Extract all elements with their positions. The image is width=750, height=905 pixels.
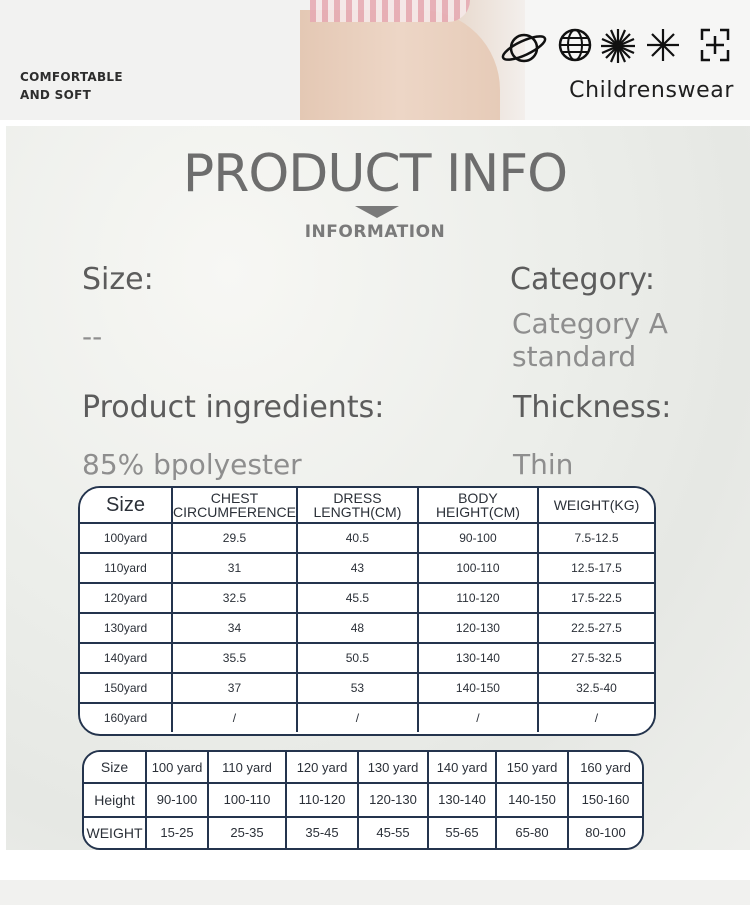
height-weight-table bbox=[82, 750, 644, 850]
size-chart-header: DRESS LENGTH(CM) bbox=[297, 488, 418, 523]
size-chart-row bbox=[80, 643, 654, 673]
height-weight-cell: 160 yard bbox=[568, 752, 642, 783]
size-chart-cell: 40.5 bbox=[297, 523, 418, 553]
size-chart-cell: 110-120 bbox=[418, 583, 538, 613]
size-chart-cell: 120-130 bbox=[418, 613, 538, 643]
size-chart-size-cell: 140yard bbox=[80, 643, 172, 673]
size-chart-header-row bbox=[80, 488, 654, 523]
height-weight-cell: 100 yard bbox=[146, 752, 208, 783]
sparkle-icon bbox=[646, 28, 680, 62]
plaid-skirt-image bbox=[310, 0, 470, 22]
size-chart-cell: 37 bbox=[172, 673, 297, 703]
size-value: -- bbox=[82, 320, 103, 353]
height-weight-cell: 110-120 bbox=[286, 783, 358, 816]
size-chart-cell: 50.5 bbox=[297, 643, 418, 673]
top-banner bbox=[0, 0, 750, 120]
height-weight-cell: 65-80 bbox=[496, 817, 568, 848]
height-weight-cell: 80-100 bbox=[568, 817, 642, 848]
globe-icon bbox=[558, 28, 592, 62]
size-chart-cell: / bbox=[172, 703, 297, 732]
size-chart-cell: 27.5-32.5 bbox=[538, 643, 654, 673]
size-chart-header: Size bbox=[80, 488, 172, 523]
size-chart-cell: 100-110 bbox=[418, 553, 538, 583]
size-chart-cell: 43 bbox=[297, 553, 418, 583]
category-value-line-1: Category A bbox=[512, 307, 668, 340]
height-weight-cell: 55-65 bbox=[428, 817, 496, 848]
size-chart-row bbox=[80, 583, 654, 613]
size-chart-size-cell: 120yard bbox=[80, 583, 172, 613]
size-chart-cell: 35.5 bbox=[172, 643, 297, 673]
height-weight-cell: 120 yard bbox=[286, 752, 358, 783]
size-chart-size-cell: 110yard bbox=[80, 553, 172, 583]
height-weight-row-header: Height bbox=[84, 783, 146, 816]
height-weight-cell: 110 yard bbox=[208, 752, 286, 783]
size-chart-cell: 45.5 bbox=[297, 583, 418, 613]
size-chart-cell: 17.5-22.5 bbox=[538, 583, 654, 613]
size-chart-header: BODY HEIGHT(CM) bbox=[418, 488, 538, 523]
size-chart-cell: 31 bbox=[172, 553, 297, 583]
starburst-icon bbox=[600, 28, 636, 64]
size-chart-size-cell: 150yard bbox=[80, 673, 172, 703]
height-weight-cell: 140-150 bbox=[496, 783, 568, 816]
size-chart-header: CHEST CIRCUMFERENCE bbox=[172, 488, 297, 523]
height-weight-row-header: Size bbox=[84, 752, 146, 783]
size-chart-cell: / bbox=[297, 703, 418, 732]
size-chart-cell: 34 bbox=[172, 613, 297, 643]
height-weight-cell: 150 yard bbox=[496, 752, 568, 783]
height-weight-grid bbox=[84, 752, 642, 848]
size-chart-cell: 32.5-40 bbox=[538, 673, 654, 703]
size-chart-cell: 140-150 bbox=[418, 673, 538, 703]
feature-icons bbox=[500, 28, 740, 68]
size-chart-table bbox=[78, 486, 656, 736]
height-weight-cell: 100-110 bbox=[208, 783, 286, 816]
down-triangle-icon bbox=[355, 206, 399, 218]
size-chart-cell: 32.5 bbox=[172, 583, 297, 613]
height-weight-row bbox=[84, 817, 642, 848]
size-chart-row bbox=[80, 673, 654, 703]
tagline-line-2: AND SOFT bbox=[20, 88, 92, 102]
thickness-label: Thickness: bbox=[513, 390, 672, 425]
size-chart-cell: / bbox=[418, 703, 538, 732]
size-chart-cell: 130-140 bbox=[418, 643, 538, 673]
tagline-line-1: COMFORTABLE bbox=[20, 70, 123, 84]
thickness-value: Thin bbox=[513, 448, 574, 481]
height-weight-cell: 15-25 bbox=[146, 817, 208, 848]
size-chart-cell: / bbox=[538, 703, 654, 732]
height-weight-cell: 150-160 bbox=[568, 783, 642, 816]
size-chart-row bbox=[80, 703, 654, 732]
ingredients-label: Product ingredients: bbox=[82, 390, 385, 425]
height-weight-cell: 45-55 bbox=[358, 817, 428, 848]
size-chart-cell: 22.5-27.5 bbox=[538, 613, 654, 643]
height-weight-cell: 140 yard bbox=[428, 752, 496, 783]
height-weight-row-header: WEIGHT bbox=[84, 817, 146, 848]
category-value-line-2: standard bbox=[512, 340, 637, 373]
tagline bbox=[20, 68, 123, 104]
size-chart-cell: 48 bbox=[297, 613, 418, 643]
height-weight-row bbox=[84, 783, 642, 816]
page-subtitle: INFORMATION bbox=[304, 222, 446, 242]
planet-icon bbox=[500, 28, 548, 68]
size-chart-row bbox=[80, 613, 654, 643]
size-chart-cell: 29.5 bbox=[172, 523, 297, 553]
height-weight-cell: 120-130 bbox=[358, 783, 428, 816]
size-chart-size-cell: 160yard bbox=[80, 703, 172, 732]
size-chart-cell: 53 bbox=[297, 673, 418, 703]
height-weight-cell: 90-100 bbox=[146, 783, 208, 816]
focus-icon bbox=[698, 28, 732, 62]
size-chart-cell: 7.5-12.5 bbox=[538, 523, 654, 553]
height-weight-cell: 35-45 bbox=[286, 817, 358, 848]
size-chart-cell: 12.5-17.5 bbox=[538, 553, 654, 583]
size-chart-row bbox=[80, 523, 654, 553]
ingredients-value: 85% bpolyester bbox=[82, 448, 302, 481]
next-section-background bbox=[0, 880, 750, 905]
height-weight-cell: 25-35 bbox=[208, 817, 286, 848]
height-weight-cell: 130-140 bbox=[428, 783, 496, 816]
brand-name: Childrenswear bbox=[569, 78, 734, 103]
size-chart-cell: 90-100 bbox=[418, 523, 538, 553]
size-chart-grid bbox=[80, 488, 654, 732]
category-value bbox=[512, 307, 668, 373]
size-label: Size: bbox=[82, 262, 154, 297]
size-chart-size-cell: 130yard bbox=[80, 613, 172, 643]
category-label: Category: bbox=[510, 262, 655, 297]
height-weight-cell: 130 yard bbox=[358, 752, 428, 783]
size-chart-size-cell: 100yard bbox=[80, 523, 172, 553]
page-title: PRODUCT INFO bbox=[182, 144, 568, 204]
height-weight-row bbox=[84, 752, 642, 783]
size-chart-header: WEIGHT(KG) bbox=[538, 488, 654, 523]
size-chart-row bbox=[80, 553, 654, 583]
